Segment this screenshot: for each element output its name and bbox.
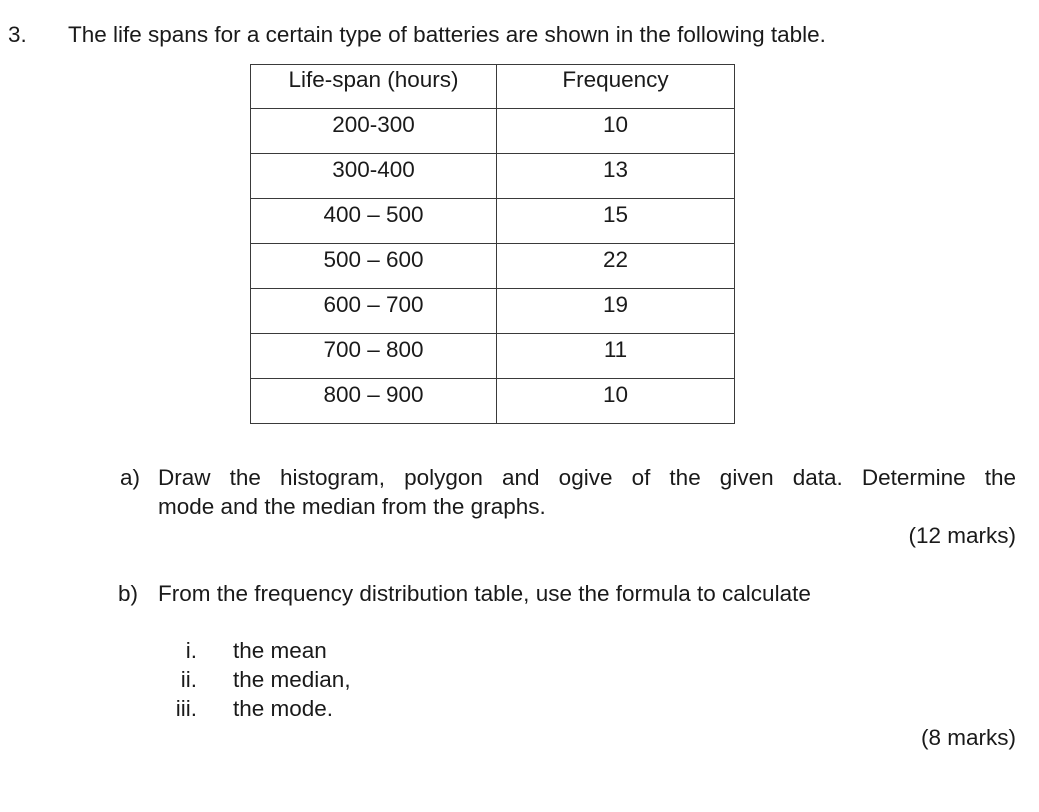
sub-item-numeral: iii. [175, 696, 197, 721]
sub-item-numeral: ii. [180, 667, 197, 692]
life-span-cell: 400 – 500 [251, 199, 497, 244]
column-header-frequency: Frequency [497, 65, 735, 109]
part-b-text: From the frequency distribution table, use the formula to calculate [158, 581, 811, 606]
frequency-cell: 22 [497, 244, 735, 289]
life-span-cell: 200-300 [251, 109, 497, 154]
part-b-marks: (8 marks) [921, 725, 1016, 750]
frequency-table [250, 64, 735, 424]
part-a-text-line-2: mode and the median from the graphs. [158, 494, 546, 519]
table-row [251, 379, 735, 424]
frequency-cell: 15 [497, 199, 735, 244]
table-row [251, 289, 735, 334]
frequency-cell: 10 [497, 379, 735, 424]
part-a-label: a) [120, 465, 141, 490]
table-row [251, 244, 735, 289]
frequency-cell: 19 [497, 289, 735, 334]
question-text: The life spans for a certain type of batteries are shown in the following table. [68, 22, 826, 47]
sub-item-text: the median, [233, 667, 351, 692]
part-a-marks: (12 marks) [908, 523, 1016, 548]
life-span-cell: 500 – 600 [251, 244, 497, 289]
life-span-cell: 300-400 [251, 154, 497, 199]
frequency-cell: 10 [497, 109, 735, 154]
sub-item-numeral: i. [185, 638, 197, 663]
column-header-life-span: Life-span (hours) [251, 65, 497, 109]
part-a-text-line-1: Draw the histogram, polygon and ogive of the given data. Determine the [158, 465, 1016, 490]
sub-item-text: the mean [233, 638, 327, 663]
frequency-cell: 11 [497, 334, 735, 379]
table-row [251, 109, 735, 154]
table-row [251, 334, 735, 379]
part-b-label: b) [118, 581, 139, 606]
sub-item-text: the mode. [233, 696, 334, 721]
table-header-row [251, 65, 735, 109]
question-number: 3. [8, 22, 27, 47]
life-span-cell: 600 – 700 [251, 289, 497, 334]
frequency-cell: 13 [497, 154, 735, 199]
table-row [251, 199, 735, 244]
life-span-cell: 800 – 900 [251, 379, 497, 424]
life-span-cell: 700 – 800 [251, 334, 497, 379]
table-row [251, 154, 735, 199]
